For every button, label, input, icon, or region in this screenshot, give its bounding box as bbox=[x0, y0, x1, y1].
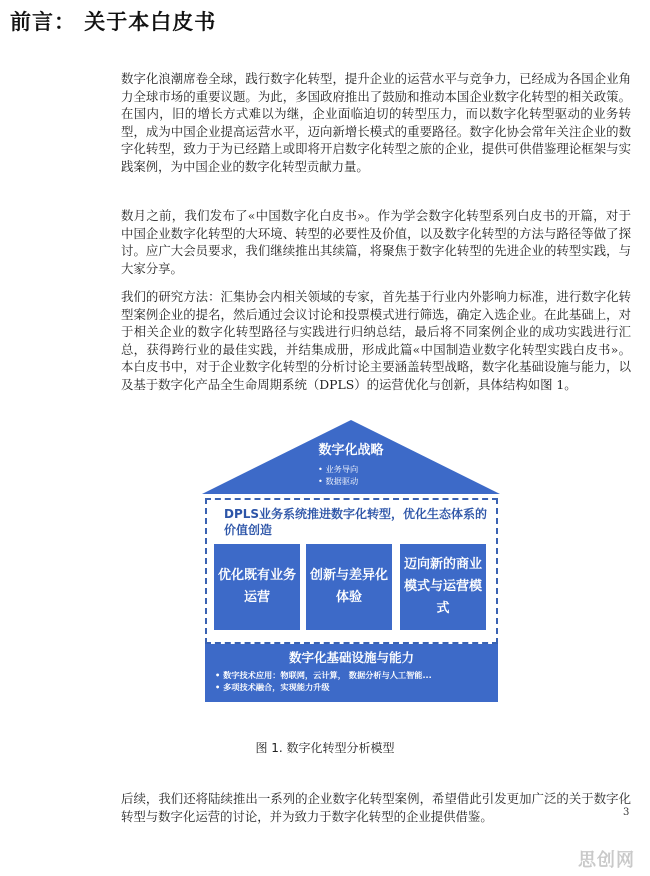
pillar-new-business-model: 迈向新的商业模式与运营模式 bbox=[400, 544, 486, 630]
base-bullets bbox=[215, 669, 432, 693]
page-title: 前言： 关于本白皮书 bbox=[10, 10, 217, 34]
dpls-title: DPLS业务系统推进数字化转型，优化生态体系的价值创造 bbox=[224, 507, 488, 537]
roof-bullet: • 数据驱动 bbox=[318, 475, 358, 487]
pillar-optimize-operations: 优化既有业务运营 bbox=[214, 544, 300, 630]
transformation-model-figure bbox=[200, 418, 502, 716]
paragraph-research-method: 我们的研究方法：汇集协会内相关领域的专家，首先基于行业内外影响力标准，进行数字化转型案例企业的提名，然后通过会议讨论和投票模式进行筛选，确定入选企业。在此基础上，对于相关企业的数字化转型路径与实践进行归纳总结，最后将不同案例企业的成功实践进行汇总，获得跨行业的最佳实践，并结集成册，形成此篇«中国制造业数字化转型实践白皮书»。本白皮书中，对于企业数字化转型的分析讨论主要涵盖转型战略，数字化基础设施与能力，以及基于数字化产品全生命周期系统（DPLS）的运营优化与创新，具体结构如图 1。 bbox=[121, 289, 631, 392]
base-bullet: • 多项技术融合，实现能力升级 bbox=[215, 681, 432, 693]
roof-bullets bbox=[318, 463, 358, 487]
roof-title: 数字化战略 bbox=[318, 443, 384, 458]
paragraph-followup: 后续，我们还将陆续推出一系列的企业数字化转型案例，希望借此引发更加广泛的关于数字化转型与数字化运营的讨论，并为致力于数字化转型的企业提供借鉴。 bbox=[121, 791, 631, 824]
infrastructure-base bbox=[205, 644, 498, 702]
roof-bullet: • 业务导向 bbox=[318, 463, 358, 475]
pillar-innovation-experience: 创新与差异化体验 bbox=[306, 544, 392, 630]
base-bullet: • 数字技术应用：物联网，云计算， 数据分析与人工智能... bbox=[215, 669, 432, 681]
figure-caption: 图 1. 数字化转型分析模型 bbox=[255, 741, 395, 755]
watermark: 思创网 bbox=[578, 850, 635, 871]
dpls-frame bbox=[205, 498, 498, 644]
page-number: 3 bbox=[623, 807, 630, 818]
paragraph-previous-release: 数月之前，我们发布了«中国数字化白皮书»。作为学会数字化转型系列白皮书的开篇，对于中国企业数字化转型的大环境、转型的必要性及价值，以及数字化转型的方法与路径等做了探讨。应广大会员要求，我们继续推出其续篇，将聚焦于数字化转型的先进企业的转型实践，与大家分享。 bbox=[121, 208, 631, 276]
base-title: 数字化基础设施与能力 bbox=[288, 650, 414, 665]
paragraph-intro: 数字化浪潮席卷全球，践行数字化转型，提升企业的运营水平与竞争力，已经成为各国企业角力全球市场的重要议题。为此，多国政府推出了鼓励和推动本国企业数字化转型的相关政策。在国内，旧的增长方式难以为继，企业面临迫切的转型压力，而以数字化转型驱动的业务转型，成为中国企业提高运营水平，迈向新增长模式的重要路径。数字化协会常年关注企业的数字化转型，致力于为已经踏上或即将开启数字化转型之旅的企业，提供可供借鉴理论框架与实践案例，为中国企业的数字化转型贡献力量。 bbox=[121, 71, 631, 174]
